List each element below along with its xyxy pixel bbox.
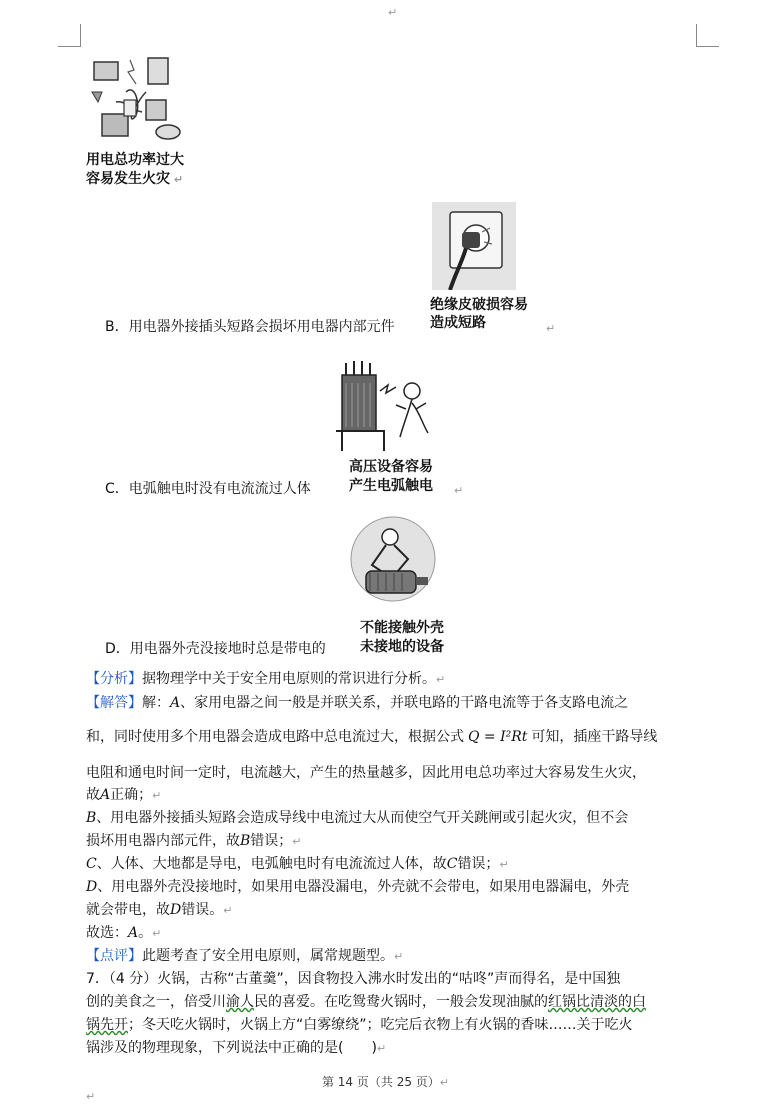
figure-appliances-overload [86,52,196,148]
figure-high-voltage-arc [336,357,436,453]
bottom-paragraph-mark: ↵ [86,1090,96,1103]
answer-line-2: 和，同时使用多个用电器会造成电路中总电流过大，根据公式 Q = I²Rt 可知，插座干路导线 [86,729,658,745]
paragraph-mark: ↵ [454,484,464,497]
answer-b-line-2: 损坏用电器内部元件，故B错误；↵ [86,833,302,849]
figure-ungrounded-motor [350,515,436,605]
figure-caption-arc-line1: 高压设备容易 [349,459,433,475]
comment-paragraph: 【点评】此题考查了安全用电原则，属常规题型。↵ [86,948,404,964]
answer-line-1: 【解答】解：A、家用电器之间一般是并联关系，并联电路的干路电流等于各支路电流之 [86,695,629,711]
figure-caption-arc-line2: 产生电弧触电 [349,478,433,494]
page-footer: 第 14 页（共 25 页）↵ [321,1075,450,1089]
question-7-line-4: 锅涉及的物理现象，下列说法中正确的是( )↵ [86,1040,387,1056]
option-c: C．电弧触电时没有电流流过人体 [105,481,311,497]
page-number: 第 14 页（共 25 页） [321,1075,440,1089]
figure-damaged-plug [432,202,516,290]
option-b: B．用电器外接插头短路会损坏用电器内部元件 [105,319,395,335]
question-7-line-2: 创的美食之一，倍受川渝人民的喜爱。在吃鸳鸯火锅时，一般会发现油腻的红锅比清淡的白 [86,994,646,1010]
answer-d-line-1: D、用电器外壳没接地时，如果用电器没漏电，外壳就不会带电，如果用电器漏电，外壳 [86,879,630,895]
answer-c-line: C、人体、大地都是导电，电弧触电时有电流流过人体，故C错误；↵ [86,856,509,872]
analysis-paragraph: 【分析】据物理学中关于安全用电原则的常识进行分析。↵ [86,671,446,687]
answer-d-line-2: 就会带电，故D错误。↵ [86,902,233,918]
crop-mark-top-right [696,24,719,47]
figure-caption-short-line1: 绝缘皮破损容易 [430,297,528,313]
option-d: D．用电器外壳没接地时总是带电的 [105,641,326,657]
answer-line-3: 电阻和通电时间一定时，电流越大，产生的热量越多，因此用电总功率过大容易发生火灾， [86,765,646,781]
crop-mark-top-left [58,24,81,47]
figure-caption-short-line2: 造成短路 [430,315,486,331]
answer-line-4: 故A正确；↵ [86,787,162,803]
answer-tag: 解答 [100,695,128,711]
figure-caption-motor-line1: 不能接触外壳 [360,620,444,636]
formula: Q = I²Rt [468,729,528,745]
figure-caption-motor-line2: 未接地的设备 [360,639,444,655]
comment-tag: 点评 [100,948,128,964]
answer-b-line-1: B、用电器外接插头短路会造成导线中电流过大从而使空气开关跳闸或引起火灾，但不会 [86,810,629,826]
figure-caption-overload-line2: 容易发生火灾 ↵ [86,171,184,187]
analysis-tag: 分析 [100,671,128,687]
question-7-line-1: 7．（4 分）火锅，古称“古董羹”，因食物投入沸水时发出的“咕咚”声而得名，是中国独 [86,971,621,987]
answer-choice: 故选：A。↵ [86,925,162,941]
paragraph-mark: ↵ [546,322,556,335]
top-paragraph-mark: ↵ [388,6,398,19]
question-7-line-3: 锅先开；冬天吃火锅时，火锅上方“白雾缭绕”；吃完后衣物上有火锅的香味……关于吃火 [86,1017,633,1033]
figure-caption-overload-line1: 用电总功率过大 [86,152,184,168]
